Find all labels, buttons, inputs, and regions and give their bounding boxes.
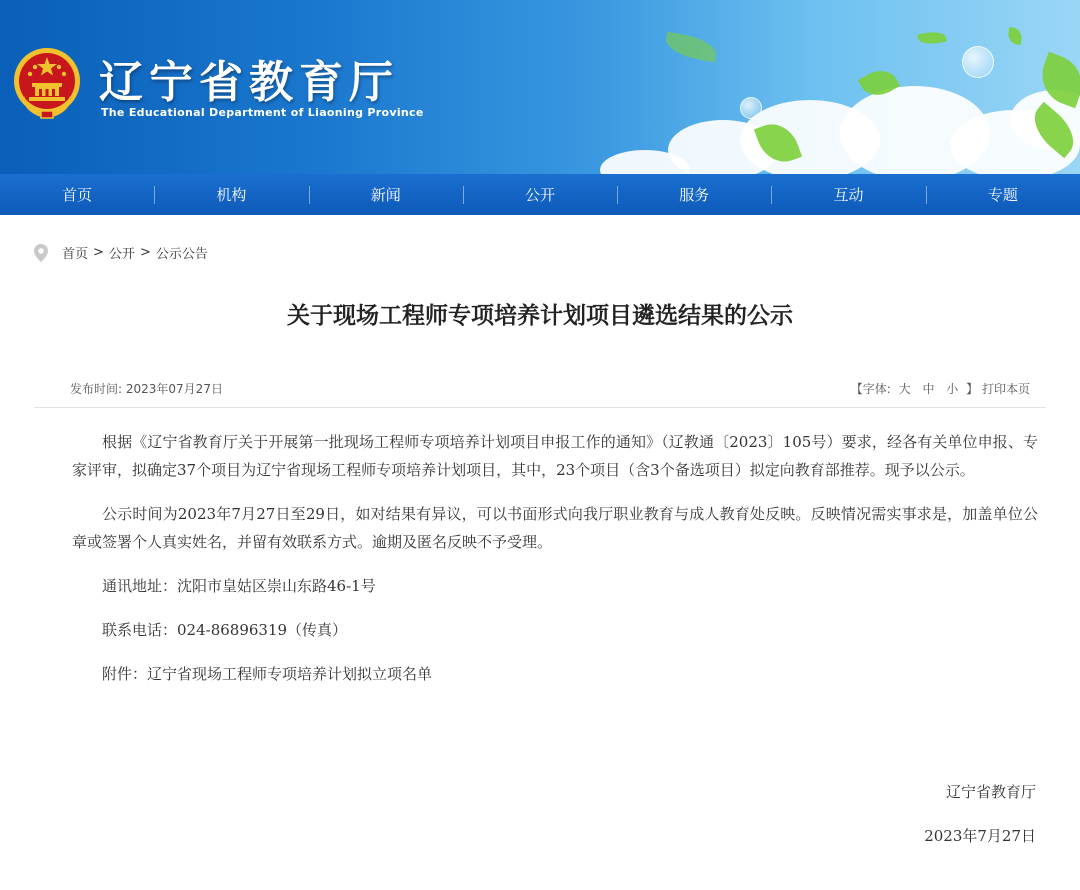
font-close-bracket: 】	[966, 382, 979, 396]
nav-item-public[interactable]: 公开	[463, 174, 617, 215]
bubble-decoration	[962, 46, 994, 78]
contact-phone: 联系电话：024-86896319（传真）	[102, 621, 348, 639]
main-nav	[0, 174, 1080, 215]
paragraph-basis: 根据《辽宁省教育厅关于开展第一批现场工程师专项培养计划项目申报工作的通知》（辽教通〔2023〕105号）要求，经各有关单位申报、专家评审，拟确定37个项目为辽宁省现场工程师专项培养计划项目，其中，23个项目（含3个备选项目）拟定向教育部推荐。现予以公示。	[72, 433, 1038, 479]
sign-date: 2023年7月27日	[924, 827, 1036, 845]
site-subtitle: The Educational Department of Liaoning Province	[101, 106, 424, 119]
article-content	[72, 428, 1038, 704]
nav-item-organization[interactable]: 机构	[154, 174, 308, 215]
breadcrumb-separator: >	[93, 245, 104, 260]
breadcrumb-public[interactable]: 公开	[108, 247, 135, 262]
location-pin-icon	[34, 244, 48, 262]
bubble-decoration	[740, 97, 762, 119]
site-banner	[0, 0, 1080, 174]
font-medium-button[interactable]: 中	[922, 382, 935, 396]
print-button[interactable]: 打印本页	[981, 382, 1030, 396]
breadcrumb-announcements[interactable]: 公示公告	[155, 247, 208, 262]
font-label: 【字体:	[850, 382, 891, 396]
font-large-button[interactable]: 大	[898, 382, 911, 396]
nav-item-services[interactable]: 服务	[617, 174, 771, 215]
attachment-link[interactable]: 辽宁省现场工程师专项培养计划拟立项名单	[147, 665, 433, 683]
font-size-tools	[851, 380, 1030, 397]
breadcrumb-separator: >	[139, 245, 151, 260]
nav-item-topics[interactable]: 专题	[926, 174, 1080, 215]
breadcrumb	[34, 243, 208, 262]
leaf-decoration	[917, 30, 947, 47]
leaf-decoration	[1007, 27, 1024, 45]
publish-label: 发布时间:	[70, 382, 123, 396]
paragraph-period: 公示时间为2023年7月27日至29日，如对结果有异议，可以书面形式向我厅职业教育与成人教育处反映。反映情况需实事求是，加盖单位公章或签署个人真实姓名，并留有效联系方式。逾期及匿名反映不予受理。	[72, 505, 1038, 551]
site-title: 辽宁省教育厅	[99, 57, 399, 108]
publish-info	[70, 380, 223, 397]
signer: 辽宁省教育厅	[945, 783, 1036, 801]
breadcrumb-home[interactable]: 首页	[62, 247, 89, 262]
nav-item-interaction[interactable]: 互动	[771, 174, 925, 215]
article-title: 关于现场工程师专项培养计划项目遴选结果的公示	[287, 303, 793, 329]
national-emblem-icon	[13, 47, 81, 119]
publish-date: 2023年07月27日	[125, 382, 223, 396]
font-small-button[interactable]: 小	[946, 382, 959, 396]
nav-item-home[interactable]: 首页	[62, 186, 93, 204]
attachment-label: 附件：	[102, 665, 148, 683]
contact-address: 通讯地址：沈阳市皇姑区崇山东路46-1号	[102, 577, 376, 595]
leaf-decoration	[663, 32, 718, 63]
divider	[34, 407, 1046, 408]
nav-item-news[interactable]: 新闻	[309, 174, 463, 215]
attachment	[72, 660, 1038, 688]
